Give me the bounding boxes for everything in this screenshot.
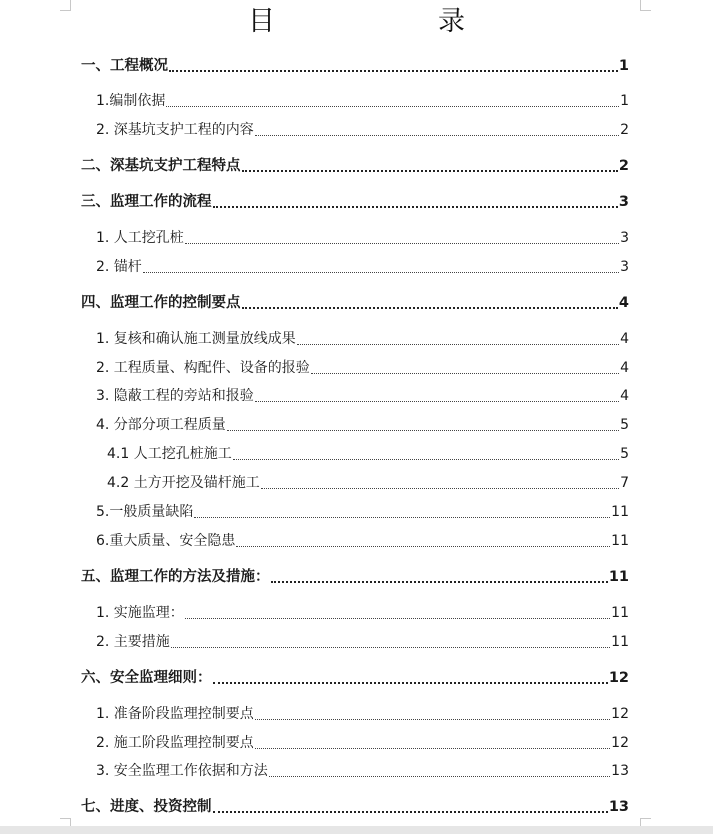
toc-entry-level2[interactable]	[0, 255, 713, 277]
toc-entry-level2[interactable]	[0, 529, 713, 551]
toc-entry-label: 三、监理工作的流程	[81, 194, 212, 210]
toc-entry-label: 2. 锚杆	[96, 259, 142, 275]
toc-entry-label: 1.编制依据	[96, 93, 166, 109]
toc-entry-level1[interactable]	[0, 291, 713, 313]
toc-page-number: 4	[620, 360, 629, 376]
toc-leader-dots	[171, 647, 610, 648]
toc-entry-level1[interactable]	[0, 565, 713, 587]
toc-page-number: 1	[618, 58, 629, 74]
toc-entry-label: 五、监理工作的方法及措施：	[81, 569, 270, 585]
toc-entry-label: 3. 隐蔽工程的旁站和报验	[96, 388, 254, 404]
toc-leader-dots	[233, 459, 619, 460]
toc-leader-dots	[261, 488, 619, 489]
toc-entry-label: 1. 准备阶段监理控制要点	[96, 706, 254, 722]
toc-leader-dots	[227, 430, 619, 431]
toc-entry-level1[interactable]	[0, 190, 713, 212]
toc-title: 目 录	[248, 6, 533, 37]
toc-page-number: 11	[611, 634, 629, 650]
toc-entry-level1[interactable]	[0, 795, 713, 817]
toc-entry-label: 一、工程概况	[81, 58, 168, 74]
toc-entry-level1[interactable]	[0, 54, 713, 76]
toc-leader-dots	[236, 546, 610, 547]
toc-page-number: 12	[611, 706, 629, 722]
toc-page-number: 2	[620, 122, 629, 138]
toc-entry-level2[interactable]	[0, 413, 713, 435]
toc-page-number: 12	[611, 735, 629, 751]
toc-page-number: 3	[620, 230, 629, 246]
toc-entry-level3[interactable]	[0, 471, 713, 493]
toc-leader-dots	[255, 401, 619, 402]
toc-entry-level3[interactable]	[0, 442, 713, 464]
toc-page-number: 11	[611, 605, 629, 621]
toc-leader-dots	[311, 373, 619, 374]
toc-entry-label: 6.重大质量、安全隐患	[96, 533, 236, 549]
toc-entry-level1[interactable]	[0, 154, 713, 176]
toc-page-number: 4	[618, 295, 629, 311]
toc-entry-level1[interactable]	[0, 666, 713, 688]
toc-entry-level2[interactable]	[0, 702, 713, 724]
toc-entry-level2[interactable]	[0, 500, 713, 522]
toc-page-number: 3	[620, 259, 629, 275]
toc-leader-dots	[269, 776, 610, 777]
toc-page-number: 13	[608, 799, 629, 815]
toc-leader-dots	[143, 272, 619, 273]
toc-page-number: 5	[620, 417, 629, 433]
toc-page-number: 4	[620, 331, 629, 347]
toc-entry-label: 4.2 土方开挖及锚杆施工	[107, 475, 260, 491]
toc-page-number: 5	[620, 446, 629, 462]
toc-page-number: 11	[611, 533, 629, 549]
toc-leader-dots	[271, 581, 608, 583]
toc-entry-label: 2. 工程质量、构配件、设备的报验	[96, 360, 310, 376]
toc-entry-label: 七、进度、投资控制	[81, 799, 212, 815]
toc-entry-level2[interactable]	[0, 356, 713, 378]
toc-entry-level2[interactable]	[0, 118, 713, 140]
toc-leader-dots	[297, 344, 619, 345]
toc-leader-dots	[185, 618, 610, 619]
toc-entry-label: 1. 复核和确认施工测量放线成果	[96, 331, 296, 347]
toc-entry-label: 四、监理工作的控制要点	[81, 295, 241, 311]
toc-entry-label: 3. 安全监理工作依据和方法	[96, 763, 268, 779]
toc-entry-label: 4.1 人工挖孔桩施工	[107, 446, 232, 462]
toc-entry-level2[interactable]	[0, 601, 713, 623]
toc-leader-dots	[255, 748, 610, 749]
toc-page-number: 1	[620, 93, 629, 109]
toc-leader-dots	[169, 70, 618, 72]
toc-page-number: 11	[608, 569, 629, 585]
toc-leader-dots	[255, 719, 610, 720]
toc-page-number: 11	[611, 504, 629, 520]
toc-entry-label: 1. 人工挖孔桩	[96, 230, 184, 246]
page-gap-strip	[0, 826, 713, 834]
toc-leader-dots	[213, 206, 618, 208]
toc-leader-dots	[213, 682, 608, 684]
toc-page-number: 12	[608, 670, 629, 686]
toc-page-number: 13	[611, 763, 629, 779]
toc-entry-label: 1. 实施监理：	[96, 605, 184, 621]
toc-leader-dots	[242, 170, 618, 172]
toc-entry-level2[interactable]	[0, 89, 713, 111]
toc-entry-level2[interactable]	[0, 630, 713, 652]
toc-entry-label: 4. 分部分项工程质量	[96, 417, 226, 433]
toc-leader-dots	[185, 243, 619, 244]
toc-entry-label: 二、深基坑支护工程特点	[81, 158, 241, 174]
toc-page-number: 7	[620, 475, 629, 491]
toc-leader-dots	[213, 811, 608, 813]
toc-entry-label: 2. 施工阶段监理控制要点	[96, 735, 254, 751]
toc-entry-level2[interactable]	[0, 731, 713, 753]
toc-page-number: 2	[618, 158, 629, 174]
toc-page-number: 3	[618, 194, 629, 210]
toc-entry-label: 2. 主要措施	[96, 634, 170, 650]
toc-entry-label: 5.一般质量缺陷	[96, 504, 194, 520]
toc-leader-dots	[242, 307, 618, 309]
toc-leader-dots	[194, 517, 610, 518]
toc-entry-label: 六、安全监理细则：	[81, 670, 212, 686]
toc-entry-level2[interactable]	[0, 226, 713, 248]
toc-entry-level2[interactable]	[0, 759, 713, 781]
toc-entry-label: 2. 深基坑支护工程的内容	[96, 122, 254, 138]
toc-entry-level2[interactable]	[0, 384, 713, 406]
toc-page-number: 4	[620, 388, 629, 404]
toc-entry-level2[interactable]	[0, 327, 713, 349]
toc-leader-dots	[255, 135, 619, 136]
toc-leader-dots	[166, 106, 619, 107]
